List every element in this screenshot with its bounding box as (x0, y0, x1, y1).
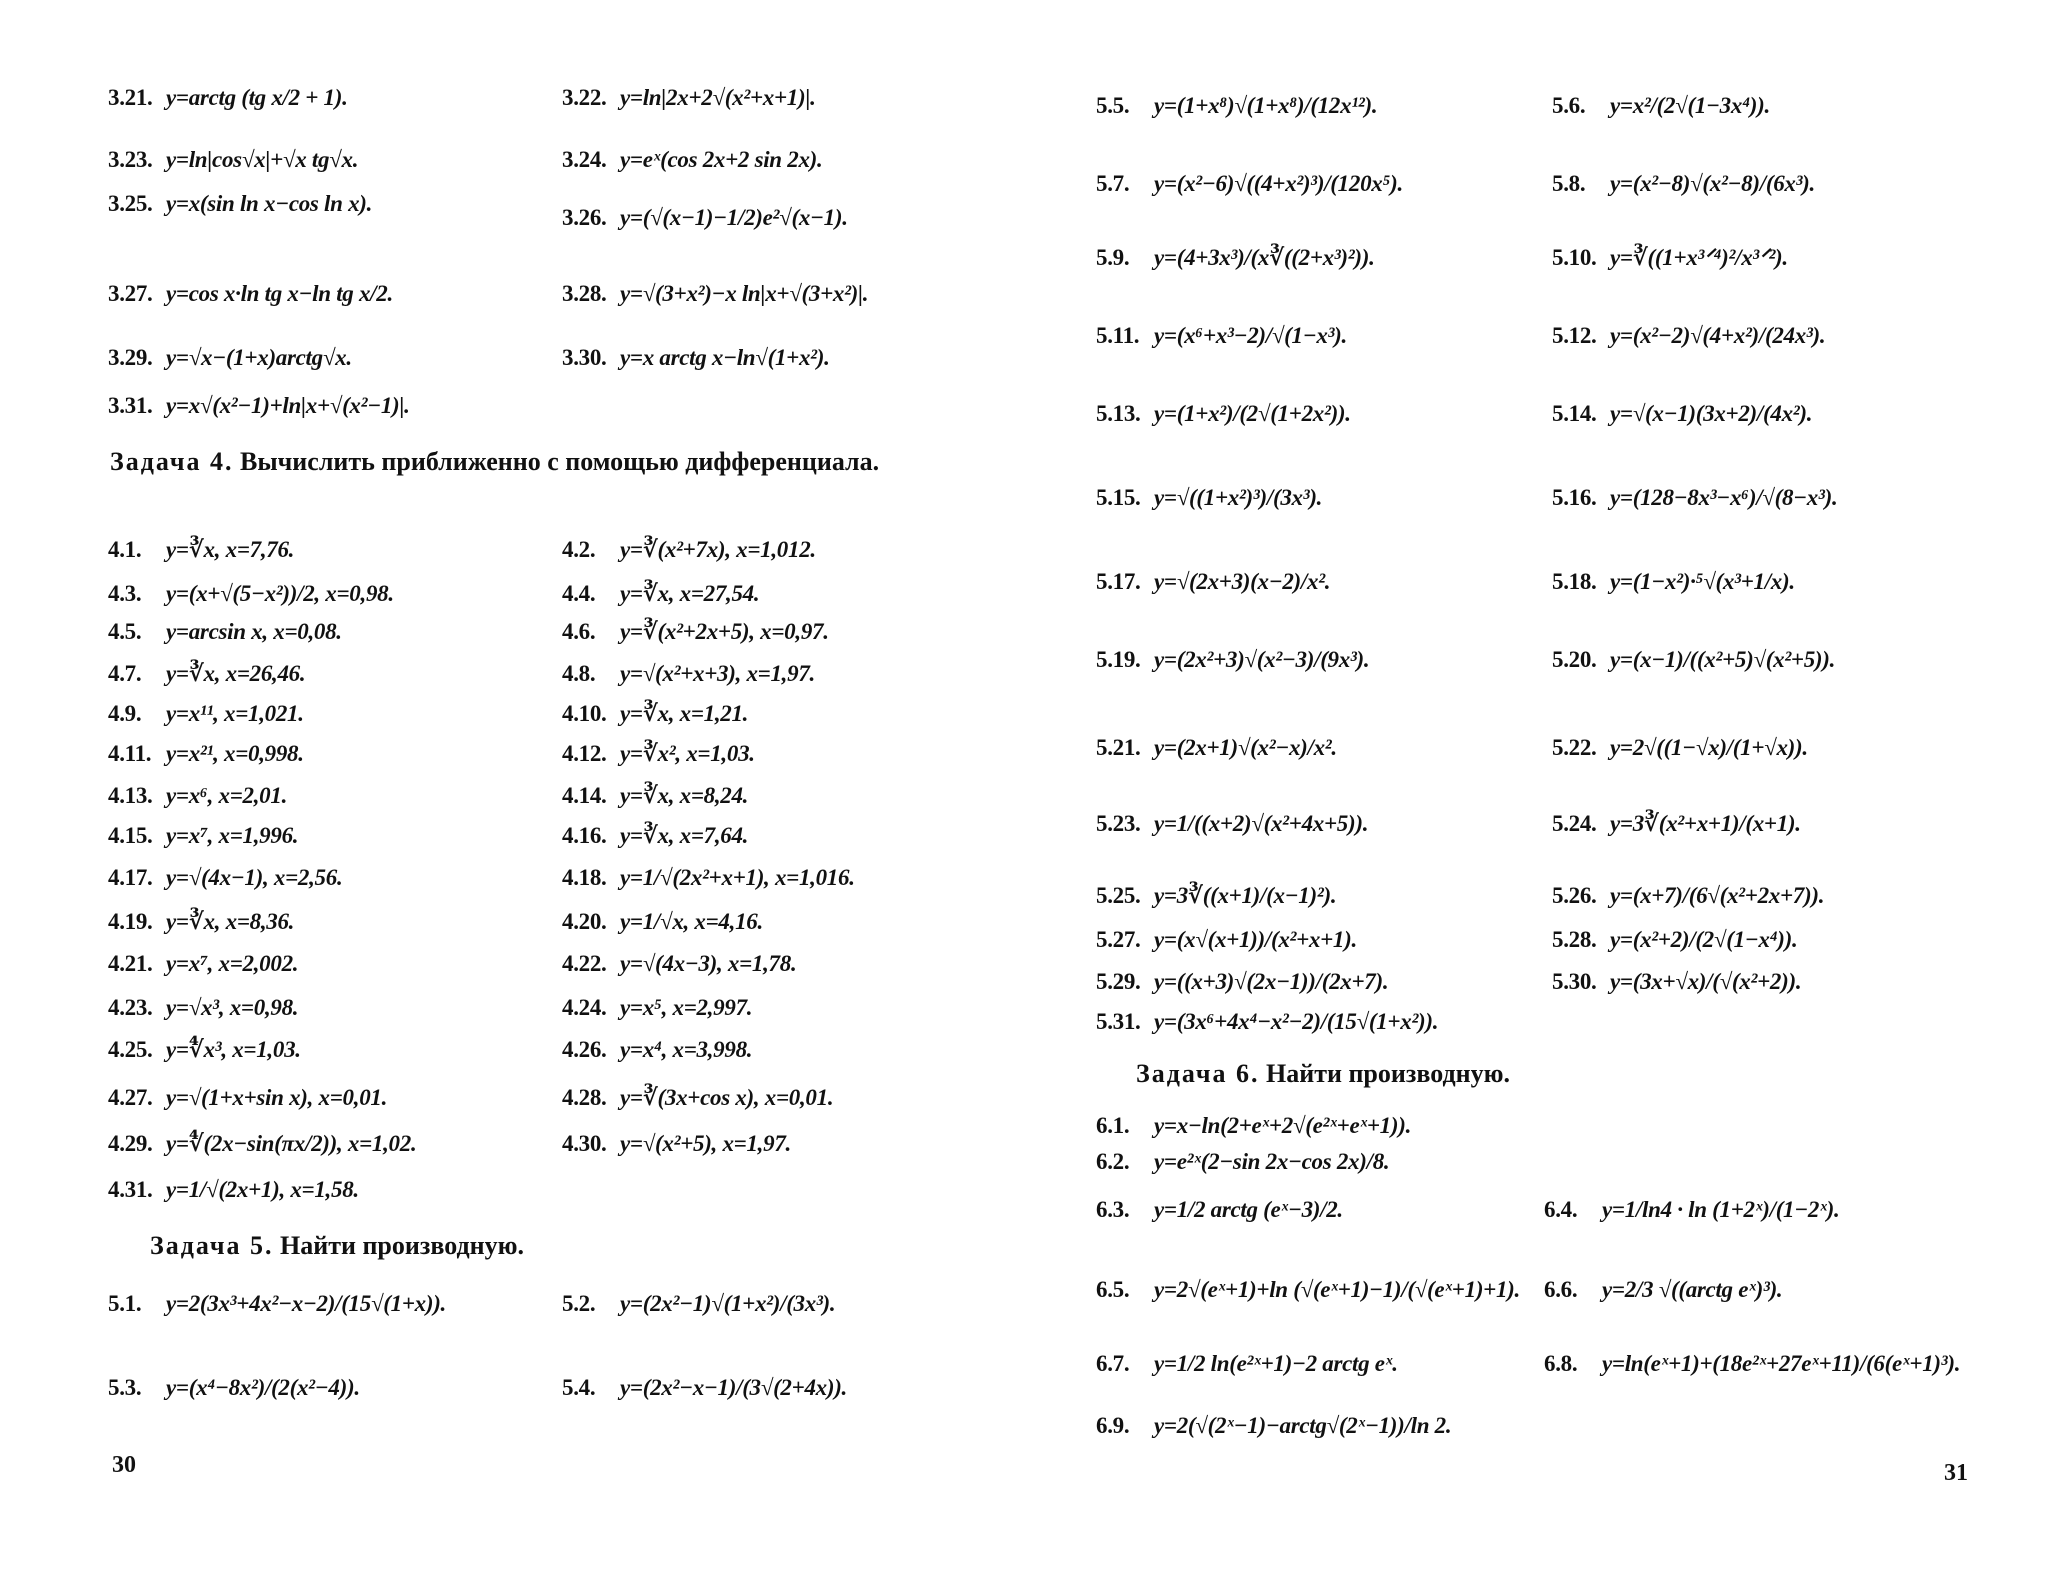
exercise-formula: y=arctg (tg x/2 + 1). (166, 85, 348, 110)
exercise-formula: y=∛((1+x³ᐟ⁴)²/x³ᐟ²). (1610, 245, 1788, 270)
exercise-item (108, 580, 394, 608)
exercise-item (562, 660, 815, 688)
exercise-number: 6.2. (1096, 1149, 1130, 1174)
exercise-number: 3.28. (562, 281, 607, 306)
exercise-number: 5.13. (1096, 401, 1141, 426)
exercise-number: 5.12. (1552, 323, 1597, 348)
exercise-number: 5.7. (1096, 171, 1130, 196)
task4-label: Задача 4. (110, 447, 234, 476)
exercise-formula: y=∛(x²+7x), x=1,012. (620, 537, 816, 562)
exercise-item (108, 700, 304, 728)
exercise-number: 3.24. (562, 147, 607, 172)
exercise-formula: y=1/√(2x+1), x=1,58. (166, 1177, 359, 1202)
exercise-formula: y=(2x²−x−1)/(3√(2+4x)). (620, 1375, 848, 1400)
exercise-item (1096, 322, 1347, 350)
exercise-formula: y=x√(x²−1)+ln|x+√(x²−1)|. (166, 393, 410, 418)
exercise-number: 6.1. (1096, 1113, 1130, 1138)
exercise-number: 5.9. (1096, 245, 1130, 270)
exercise-number: 5.26. (1552, 883, 1597, 908)
exercise-number: 5.23. (1096, 811, 1141, 836)
exercise-item (562, 84, 816, 112)
exercise-item (108, 864, 342, 892)
exercise-item (1552, 734, 1808, 762)
exercise-formula: y=(1−x²)·⁵√(x³+1/x). (1610, 569, 1795, 594)
exercise-item (108, 344, 352, 372)
exercise-formula: y=(1+x⁸)√(1+x⁸)/(12x¹²). (1154, 93, 1378, 118)
exercise-item (1544, 1276, 1782, 1304)
exercise-number: 6.7. (1096, 1351, 1130, 1376)
exercise-formula: y=(x²−8)√(x²−8)/(6x³). (1610, 171, 1815, 196)
task5-label: Задача 5. (150, 1231, 274, 1260)
exercise-formula: y=1/ln4 · ln (1+2ˣ)/(1−2ˣ). (1602, 1197, 1840, 1222)
exercise-item (562, 618, 829, 646)
exercise-number: 4.10. (562, 701, 607, 726)
exercise-item (562, 204, 848, 232)
exercise-item (1552, 968, 1801, 996)
exercise-number: 4.4. (562, 581, 596, 606)
exercise-formula: y=x arctg x−ln√(1+x²). (620, 345, 830, 370)
page-number-left: 30 (112, 1452, 136, 1478)
exercise-number: 6.9. (1096, 1413, 1130, 1438)
exercise-item (1096, 1196, 1343, 1224)
exercise-number: 6.4. (1544, 1197, 1578, 1222)
exercise-item (562, 908, 763, 936)
exercise-item (562, 344, 830, 372)
task6-heading (1136, 1058, 2036, 1090)
exercise-item (108, 740, 304, 768)
exercise-formula: y=(x⁴−8x²)/(2(x²−4)). (166, 1375, 360, 1400)
exercise-item (108, 660, 305, 688)
exercise-item (1096, 734, 1337, 762)
exercise-item (1552, 926, 1797, 954)
exercise-formula: y=3∛((x+1)/(x−1)²). (1154, 883, 1337, 908)
exercise-number: 5.19. (1096, 647, 1141, 672)
exercise-formula: y=√(x²+x+3), x=1,97. (620, 661, 815, 686)
exercise-formula: y=x²/(2√(1−3x⁴)). (1610, 93, 1770, 118)
exercise-item (562, 280, 868, 308)
exercise-number: 5.21. (1096, 735, 1141, 760)
exercise-number: 5.18. (1552, 569, 1597, 594)
task4-heading (110, 446, 1010, 478)
exercise-item (108, 782, 287, 810)
exercise-item (1552, 646, 1835, 674)
exercise-item (108, 1290, 446, 1318)
exercise-number: 5.30. (1552, 969, 1597, 994)
exercise-item (108, 190, 372, 218)
exercise-item (108, 392, 410, 420)
exercise-number: 6.5. (1096, 1277, 1130, 1302)
exercise-formula: y=√(2x+3)(x−2)/x². (1154, 569, 1331, 594)
exercise-number: 4.29. (108, 1131, 153, 1156)
exercise-item (562, 782, 748, 810)
exercise-formula: y=∛x, x=26,46. (166, 661, 306, 686)
exercise-number: 4.30. (562, 1131, 607, 1156)
exercise-number: 5.16. (1552, 485, 1597, 510)
exercise-number: 5.27. (1096, 927, 1141, 952)
exercise-item (1552, 244, 1788, 272)
exercise-number: 3.22. (562, 85, 607, 110)
exercise-number: 4.2. (562, 537, 596, 562)
exercise-number: 5.29. (1096, 969, 1141, 994)
exercise-formula: y=(x²−2)√(4+x²)/(24x³). (1610, 323, 1826, 348)
exercise-number: 4.11. (108, 741, 152, 766)
exercise-formula: y=x⁷, x=2,002. (166, 951, 299, 976)
exercise-item (1096, 1350, 1398, 1378)
exercise-item (108, 950, 298, 978)
exercise-formula: y=(1+x²)/(2√(1+2x²)). (1154, 401, 1351, 426)
exercise-formula: y=x⁷, x=1,996. (166, 823, 299, 848)
exercise-number: 5.17. (1096, 569, 1141, 594)
exercise-item (1096, 968, 1388, 996)
exercise-item (1096, 1112, 1411, 1140)
exercise-item (1096, 400, 1351, 428)
exercise-number: 5.6. (1552, 93, 1586, 118)
exercise-formula: y=(2x²−1)√(1+x²)/(3x³). (620, 1291, 836, 1316)
exercise-item (1552, 484, 1837, 512)
exercise-formula: y=√(3+x²)−x ln|x+√(3+x²)|. (620, 281, 869, 306)
exercise-formula: y=x²¹, x=0,998. (166, 741, 304, 766)
exercise-formula: y=((x+3)√(2x−1))/(2x+7). (1154, 969, 1389, 994)
exercise-item (562, 1374, 847, 1402)
exercise-formula: y=1/2 ln(e²ˣ+1)−2 arctg eˣ. (1154, 1351, 1398, 1376)
exercise-item (1552, 882, 1824, 910)
exercise-formula: y=1/√x, x=4,16. (620, 909, 763, 934)
exercise-number: 4.19. (108, 909, 153, 934)
exercise-formula: y=∛x, x=7,64. (620, 823, 749, 848)
exercise-formula: y=(x²+2)/(2√(1−x⁴)). (1610, 927, 1798, 952)
exercise-number: 3.31. (108, 393, 153, 418)
exercise-item (562, 146, 822, 174)
exercise-item (108, 146, 358, 174)
exercise-item (1096, 1276, 1520, 1304)
exercise-formula: y=√x³, x=0,98. (166, 995, 299, 1020)
exercise-item (108, 1374, 360, 1402)
exercise-number: 5.10. (1552, 245, 1597, 270)
exercise-item (1552, 322, 1825, 350)
exercise-formula: y=ln|2x+2√(x²+x+1)|. (620, 85, 816, 110)
exercise-formula: y=2(3x³+4x²−x−2)/(15√(1+x)). (166, 1291, 447, 1316)
right-page (1036, 0, 2072, 1579)
exercise-item (562, 700, 748, 728)
exercise-formula: y=√(4x−1), x=2,56. (166, 865, 343, 890)
exercise-number: 5.28. (1552, 927, 1597, 952)
exercise-formula: y=(x√(x+1))/(x²+x+1). (1154, 927, 1357, 952)
exercise-formula: y=∛(x²+2x+5), x=0,97. (620, 619, 829, 644)
exercise-number: 4.22. (562, 951, 607, 976)
exercise-item (562, 580, 759, 608)
exercise-item (1096, 646, 1369, 674)
exercise-formula: y=√x−(1+x)arctg√x. (166, 345, 352, 370)
exercise-formula: y=ln|cos√x|+√x tg√x. (166, 147, 359, 172)
exercise-item (108, 280, 393, 308)
exercise-item (108, 84, 348, 112)
exercise-item (1096, 244, 1375, 272)
page-number-right: 31 (1944, 1460, 1968, 1486)
exercise-number: 6.6. (1544, 1277, 1578, 1302)
exercise-number: 4.26. (562, 1037, 607, 1062)
exercise-formula: y=2√(eˣ+1)+ln (√(eˣ+1)−1)/(√(eˣ+1)+1). (1154, 1277, 1520, 1302)
exercise-number: 4.13. (108, 783, 153, 808)
exercise-formula: y=(x⁶+x³−2)/√(1−x³). (1154, 323, 1347, 348)
exercise-formula: y=(128−8x³−x⁶)/√(8−x³). (1610, 485, 1838, 510)
exercise-item (562, 1084, 833, 1112)
exercise-item (1096, 882, 1336, 910)
exercise-formula: y=(3x⁶+4x⁴−x²−2)/(15√(1+x²)). (1154, 1009, 1439, 1034)
exercise-item (562, 994, 752, 1022)
exercise-number: 4.20. (562, 909, 607, 934)
exercise-number: 4.7. (108, 661, 142, 686)
exercise-number: 5.15. (1096, 485, 1141, 510)
exercise-number: 4.5. (108, 619, 142, 644)
exercise-formula: y=x¹¹, x=1,021. (166, 701, 304, 726)
exercise-formula: y=√((1+x²)³)/(3x³). (1154, 485, 1323, 510)
exercise-number: 5.20. (1552, 647, 1597, 672)
exercise-number: 5.5. (1096, 93, 1130, 118)
exercise-item (1096, 1008, 1438, 1036)
exercise-item (562, 822, 748, 850)
exercise-item (1096, 810, 1368, 838)
exercise-formula: y=∛x, x=8,24. (620, 783, 749, 808)
exercise-formula: y=∛x, x=8,36. (166, 909, 295, 934)
exercise-formula: y=(2x+1)√(x²−x)/x². (1154, 735, 1337, 760)
exercise-formula: y=∛x, x=27,54. (620, 581, 760, 606)
exercise-number: 3.27. (108, 281, 153, 306)
exercise-number: 4.31. (108, 1177, 153, 1202)
exercise-item (108, 994, 298, 1022)
exercise-number: 4.16. (562, 823, 607, 848)
exercise-number: 4.24. (562, 995, 607, 1020)
exercise-formula: y=(x+√(5−x²))/2, x=0,98. (166, 581, 394, 606)
exercise-item (562, 740, 755, 768)
exercise-number: 3.29. (108, 345, 153, 370)
exercise-formula: y=(x²−6)√((4+x²)³)/(120x⁵). (1154, 171, 1403, 196)
exercise-number: 5.4. (562, 1375, 596, 1400)
exercise-formula: y=e²ˣ(2−sin 2x−cos 2x)/8. (1154, 1149, 1390, 1174)
exercise-formula: y=x⁴, x=3,998. (620, 1037, 753, 1062)
exercise-item (1552, 170, 1815, 198)
exercise-formula: y=√(x²+5), x=1,97. (620, 1131, 791, 1156)
exercise-formula: y=1/√(2x²+x+1), x=1,016. (620, 865, 855, 890)
exercise-formula: y=(x+7)/(6√(x²+2x+7)). (1610, 883, 1825, 908)
exercise-formula: y=1/2 arctg (eˣ−3)/2. (1154, 1197, 1343, 1222)
exercise-number: 4.25. (108, 1037, 153, 1062)
exercise-number: 4.27. (108, 1085, 153, 1110)
exercise-number: 4.9. (108, 701, 142, 726)
exercise-item (108, 908, 294, 936)
exercise-number: 6.8. (1544, 1351, 1578, 1376)
exercise-number: 4.21. (108, 951, 153, 976)
exercise-number: 4.12. (562, 741, 607, 766)
exercise-formula: y=eˣ(cos 2x+2 sin 2x). (620, 147, 823, 172)
exercise-number: 5.11. (1096, 323, 1140, 348)
exercise-number: 3.30. (562, 345, 607, 370)
exercise-number: 5.1. (108, 1291, 142, 1316)
exercise-item (1096, 484, 1322, 512)
exercise-formula: y=x−ln(2+eˣ+2√(e²ˣ+eˣ+1)). (1154, 1113, 1412, 1138)
exercise-formula: y=∛x², x=1,03. (620, 741, 755, 766)
exercise-number: 3.23. (108, 147, 153, 172)
exercise-item (562, 864, 855, 892)
task5-text: Найти производную. (280, 1231, 524, 1260)
exercise-formula: y=2√((1−√x)/(1+√x)). (1610, 735, 1808, 760)
exercise-item (1552, 92, 1770, 120)
exercise-item (1544, 1350, 1960, 1378)
exercise-formula: y=ln(eˣ+1)+(18e²ˣ+27eˣ+11)/(6(eˣ+1)³). (1602, 1351, 1961, 1376)
exercise-number: 4.8. (562, 661, 596, 686)
exercise-formula: y=1/((x+2)√(x²+4x+5)). (1154, 811, 1369, 836)
exercise-formula: y=arcsin x, x=0,08. (166, 619, 342, 644)
exercise-formula: y=∛x, x=7,76. (166, 537, 295, 562)
exercise-number: 4.17. (108, 865, 153, 890)
exercise-formula: y=x⁶, x=2,01. (166, 783, 288, 808)
exercise-item (108, 1084, 387, 1112)
exercise-number: 5.14. (1552, 401, 1597, 426)
exercise-formula: y=√(1+x+sin x), x=0,01. (166, 1085, 388, 1110)
exercise-number: 5.25. (1096, 883, 1141, 908)
exercise-item (562, 1130, 791, 1158)
exercise-item (1096, 1148, 1389, 1176)
exercise-item (108, 618, 342, 646)
exercise-formula: y=2/3 √((arctg eˣ)³). (1602, 1277, 1783, 1302)
exercise-formula: y=(2x²+3)√(x²−3)/(9x³). (1154, 647, 1370, 672)
exercise-item (1096, 92, 1377, 120)
exercise-formula: y=∛x, x=1,21. (620, 701, 749, 726)
task4-text: Вычислить приближенно с помощью дифференциала. (240, 447, 880, 476)
exercise-item (562, 1036, 752, 1064)
exercise-formula: y=(√(x−1)−1/2)e²√(x−1). (620, 205, 848, 230)
exercise-number: 5.8. (1552, 171, 1586, 196)
exercise-number: 5.2. (562, 1291, 596, 1316)
exercise-number: 4.23. (108, 995, 153, 1020)
exercise-formula: y=∜(2x−sin(πx/2)), x=1,02. (166, 1131, 417, 1156)
exercise-number: 4.18. (562, 865, 607, 890)
exercise-formula: y=(3x+√x)/(√(x²+2)). (1610, 969, 1802, 994)
exercise-number: 3.26. (562, 205, 607, 230)
exercise-item (1552, 400, 1812, 428)
exercise-item (108, 822, 298, 850)
exercise-number: 5.22. (1552, 735, 1597, 760)
exercise-number: 4.14. (562, 783, 607, 808)
exercise-formula: y=∜x³, x=1,03. (166, 1037, 301, 1062)
exercise-number: 5.31. (1096, 1009, 1141, 1034)
exercise-item (108, 1176, 359, 1204)
exercise-formula: y=√(x−1)(3x+2)/(4x²). (1610, 401, 1813, 426)
exercise-item (1544, 1196, 1839, 1224)
exercise-item (1096, 568, 1330, 596)
exercise-number: 4.1. (108, 537, 142, 562)
exercise-number: 3.21. (108, 85, 153, 110)
exercise-formula: y=x(sin ln x−cos ln x). (166, 191, 373, 216)
exercise-item (108, 1130, 416, 1158)
exercise-item (1096, 170, 1403, 198)
exercise-formula: y=x⁵, x=2,997. (620, 995, 753, 1020)
exercise-number: 5.24. (1552, 811, 1597, 836)
exercise-formula: y=√(4x−3), x=1,78. (620, 951, 797, 976)
task6-text: Найти производную. (1266, 1059, 1510, 1088)
exercise-item (108, 1036, 301, 1064)
exercise-formula: y=cos x·ln tg x−ln tg x/2. (166, 281, 393, 306)
exercise-number: 3.25. (108, 191, 153, 216)
exercise-item (108, 536, 294, 564)
exercise-number: 4.3. (108, 581, 142, 606)
exercise-formula: y=∛(3x+cos x), x=0,01. (620, 1085, 834, 1110)
exercise-item (1552, 810, 1801, 838)
exercise-item (1552, 568, 1795, 596)
task5-heading (150, 1230, 950, 1262)
exercise-formula: y=2(√(2ˣ−1)−arctg√(2ˣ−1))/ln 2. (1154, 1413, 1452, 1438)
exercise-item (1096, 1412, 1451, 1440)
exercise-formula: y=(4+3x³)/(x∛((2+x³)²)). (1154, 245, 1375, 270)
exercise-item (562, 950, 796, 978)
exercise-formula: y=3∛(x²+x+1)/(x+1). (1610, 811, 1801, 836)
task6-label: Задача 6. (1136, 1059, 1260, 1088)
exercise-formula: y=(x−1)/((x²+5)√(x²+5)). (1610, 647, 1836, 672)
exercise-item (562, 536, 816, 564)
exercise-number: 4.15. (108, 823, 153, 848)
exercise-item (1096, 926, 1357, 954)
exercise-number: 4.28. (562, 1085, 607, 1110)
exercise-number: 5.3. (108, 1375, 142, 1400)
exercise-item (562, 1290, 835, 1318)
exercise-number: 4.6. (562, 619, 596, 644)
exercise-number: 6.3. (1096, 1197, 1130, 1222)
